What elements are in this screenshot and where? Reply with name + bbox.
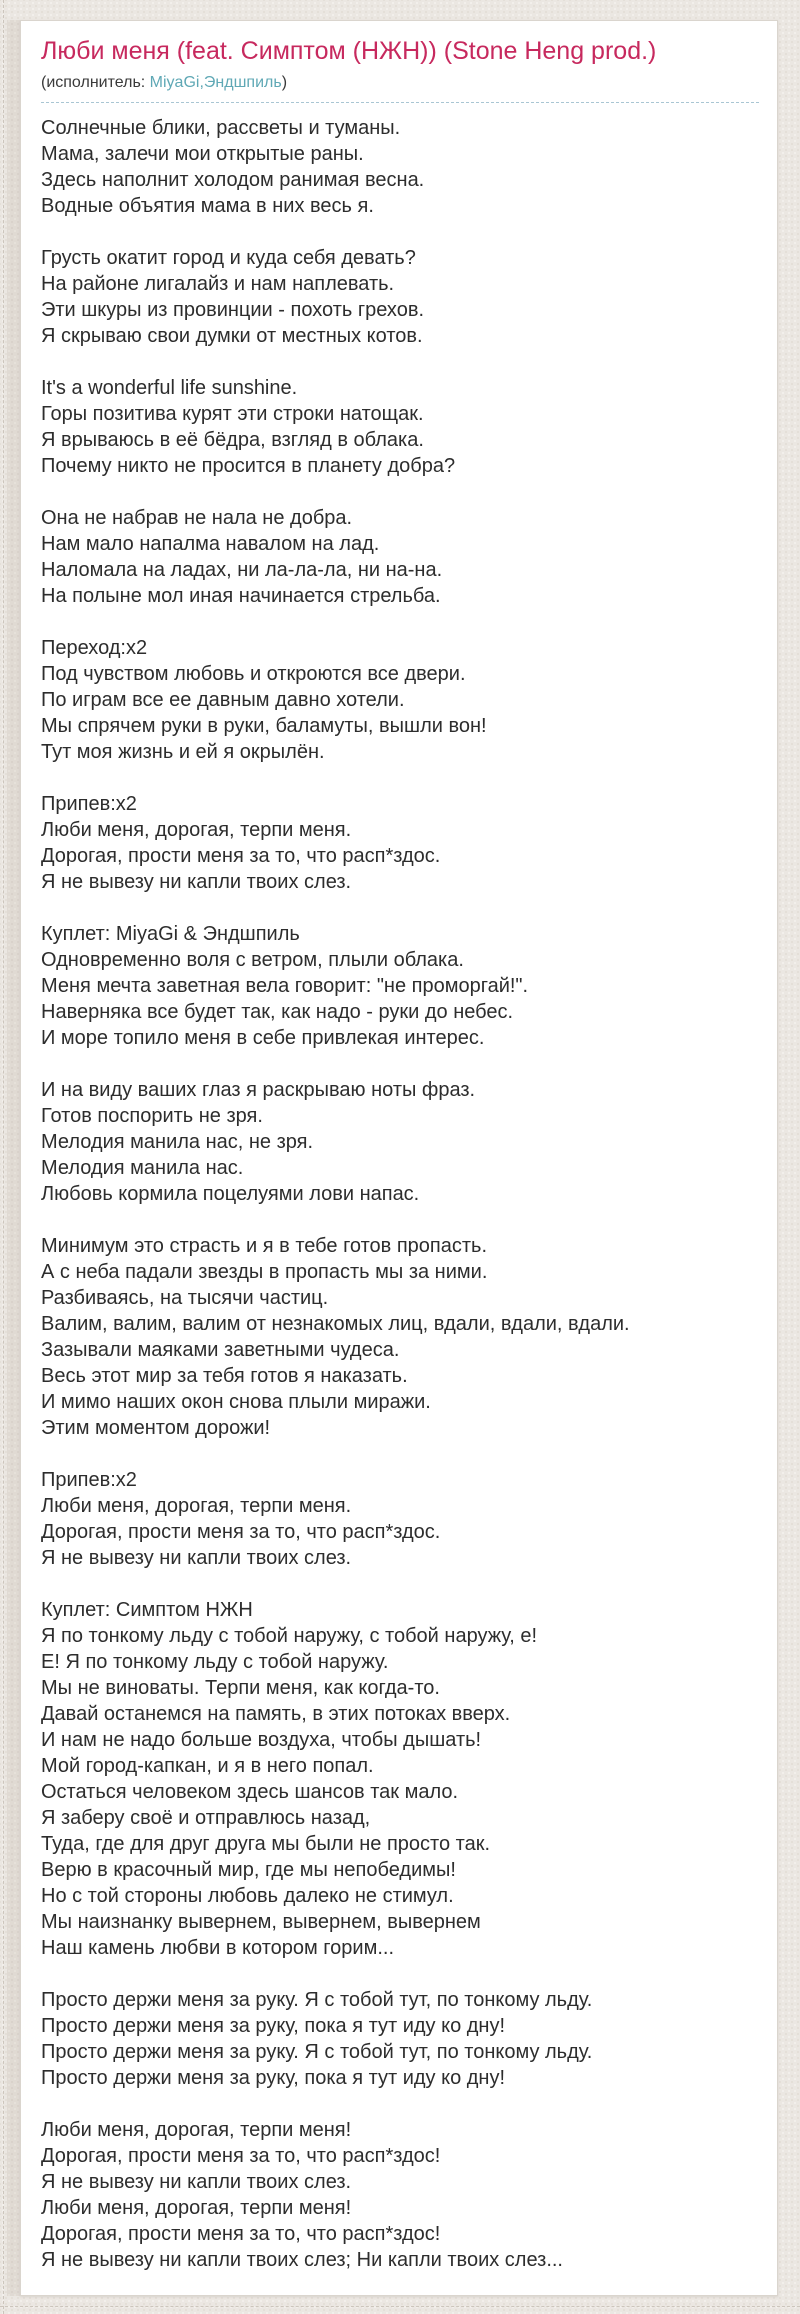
lyric-line: Люби меня, дорогая, терпи меня. (41, 819, 352, 841)
performer-close-paren: ) (281, 74, 288, 91)
lyric-line: Наверняка все будет так, как надо - руки до небес. (41, 1001, 514, 1023)
lyric-line: Я врываюсь в её бёдра, взгляд в облака. (41, 429, 424, 451)
song-title: Люби меня (feat. Симптом (НЖН)) (Stone Heng prod.) (41, 37, 657, 65)
lyric-line: Дорогая, прости меня за то, что расп*здос. (41, 1521, 441, 1543)
lyric-line: Я скрываю свои думки от местных котов. (41, 325, 423, 347)
lyric-line: Мелодия манила нас. (41, 1157, 244, 1179)
lyric-line: Просто держи меня за руку. Я с тобой тут, по тонкому льду. (41, 2041, 593, 2063)
lyric-line: Я не вывезу ни капли твоих слез. (41, 1547, 352, 1569)
lyric-line: Весь этот мир за тебя готов я наказать. (41, 1365, 408, 1387)
lyric-line: Мой город-капкан, и я в него попал. (41, 1755, 374, 1777)
stanza (41, 505, 759, 609)
lyric-line: It's a wonderful life sunshine. (41, 377, 298, 399)
lyric-line: Этим моментом дорожи! (41, 1417, 271, 1439)
stanza (41, 375, 759, 479)
lyrics-card (20, 20, 778, 2296)
lyric-line: По играм все ее давным давно хотели. (41, 689, 405, 711)
lyric-line: Я по тонкому льду с тобой наружу, с тобой наружу, е! (41, 1625, 538, 1647)
lyric-line: Просто держи меня за руку. Я с тобой тут, по тонкому льду. (41, 1989, 593, 2011)
lyric-line: Дорогая, прости меня за то, что расп*здос! (41, 2223, 441, 2245)
lyric-line: Люби меня, дорогая, терпи меня! (41, 2119, 352, 2141)
lyric-line: Куплет: MiyaGi & Эндшпиль (41, 923, 300, 945)
stanza (41, 635, 759, 765)
lyric-line: Мы спрячем руки в руки, баламуты, вышли вон! (41, 715, 487, 737)
lyric-line: Разбиваясь, на тысячи частиц. (41, 1287, 329, 1309)
stanza (41, 1233, 759, 1441)
lyric-line: Верю в красочный мир, где мы непобедимы! (41, 1859, 456, 1881)
lyric-line: Я не вывезу ни капли твоих слез. (41, 2171, 352, 2193)
performer-artists-link[interactable]: MiyaGi,Эндшпиль (149, 74, 282, 91)
lyric-line: И нам не надо больше воздуха, чтобы дышать! (41, 1729, 482, 1751)
lyric-line: На полыне мол иная начинается стрельба. (41, 585, 441, 607)
lyric-line: Грусть окатит город и куда себя девать? (41, 247, 416, 269)
lyric-line: Наш камень любви в котором горим... (41, 1937, 394, 1959)
lyric-line: Е! Я по тонкому льду с тобой наружу. (41, 1651, 389, 1673)
lyric-line: Одновременно воля с ветром, плыли облака. (41, 949, 464, 971)
lyric-line: Припев:x2 (41, 1469, 137, 1491)
lyric-line: Водные объятия мама в них весь я. (41, 195, 374, 217)
lyric-line: Тут моя жизнь и ей я окрылён. (41, 741, 325, 763)
stanza (41, 1987, 759, 2091)
lyric-line: Мама, залечи мои открытые раны. (41, 143, 364, 165)
lyric-line: Мы не виноваты. Терпи меня, как когда-то. (41, 1677, 440, 1699)
stanza (41, 115, 759, 219)
lyric-line: Валим, валим, валим от незнакомых лиц, вдали, вдали, вдали. (41, 1313, 630, 1335)
lyric-line: А с неба падали звезды в пропасть мы за ними. (41, 1261, 488, 1283)
stanza (41, 245, 759, 349)
lyric-line: Но с той стороны любовь далеко не стимул. (41, 1885, 454, 1907)
lyrics-text (41, 115, 759, 2273)
stanza (41, 1597, 759, 1961)
lyric-line: Я заберу своё и отправлюсь назад, (41, 1807, 371, 1829)
background-stitch-horizontal (0, 2306, 800, 2307)
lyric-line: Почему никто не просится в планету добра? (41, 455, 456, 477)
lyric-line: Солнечные блики, рассветы и туманы. (41, 117, 401, 139)
lyric-line: Куплет: Симптом НЖН (41, 1599, 253, 1621)
lyric-line: Любовь кормила поцелуями лови напас. (41, 1183, 420, 1205)
lyric-line: Она не набрав не нала не добра. (41, 507, 353, 529)
lyric-line: И на виду ваших глаз я раскрываю ноты фраз. (41, 1079, 476, 1101)
lyric-line: Люби меня, дорогая, терпи меня. (41, 1495, 352, 1517)
lyric-line: Просто держи меня за руку, пока я тут иду ко дну! (41, 2015, 506, 2037)
lyric-line: Давай останемся на память, в этих потоках вверх. (41, 1703, 511, 1725)
lyric-line: Зазывали маяками заветными чудеса. (41, 1339, 400, 1361)
lyric-line: Готов поспорить не зря. (41, 1105, 263, 1127)
stanza (41, 1467, 759, 1571)
lyric-line: Туда, где для друг друга мы были не просто так. (41, 1833, 491, 1855)
performer-line (41, 73, 759, 103)
lyric-line: Я не вывезу ни капли твоих слез. (41, 871, 352, 893)
lyric-line: Мелодия манила нас, не зря. (41, 1131, 314, 1153)
lyric-line: Эти шкуры из провинции - похоть грехов. (41, 299, 425, 321)
performer-label: (исполнитель: (41, 74, 150, 91)
stanza (41, 2117, 759, 2273)
lyric-line: И море топило меня в себе привлекая интерес. (41, 1027, 485, 1049)
lyric-line: Дорогая, прости меня за то, что расп*здос! (41, 2145, 441, 2167)
stanza (41, 1077, 759, 1207)
lyric-line: Горы позитива курят эти строки натощак. (41, 403, 424, 425)
lyric-line: Здесь наполнит холодом ранимая весна. (41, 169, 425, 191)
lyric-line: Наломала на ладах, ни ла-ла-ла, ни на-на. (41, 559, 443, 581)
stanza (41, 921, 759, 1051)
lyric-line: Люби меня, дорогая, терпи меня! (41, 2197, 352, 2219)
lyric-line: Мы наизнанку вывернем, вывернем, вывернем (41, 1911, 481, 1933)
stanza (41, 791, 759, 895)
lyric-line: Припев:x2 (41, 793, 137, 815)
lyric-line: Нам мало напалма навалом на лад. (41, 533, 380, 555)
lyric-line: Остаться человеком здесь шансов так мало. (41, 1781, 459, 1803)
lyric-line: Дорогая, прости меня за то, что расп*здос. (41, 845, 441, 867)
lyric-line: Минимум это страсть и я в тебе готов пропасть. (41, 1235, 488, 1257)
lyric-line: Я не вывезу ни капли твоих слез; Ни капли твоих слез... (41, 2249, 563, 2271)
lyric-line: И мимо наших окон снова плыли миражи. (41, 1391, 431, 1413)
background-stitch-vertical (3, 0, 4, 2314)
lyric-line: Под чувством любовь и откроются все двери. (41, 663, 466, 685)
lyric-line: Переход:x2 (41, 637, 148, 659)
lyric-line: На районе лигалайз и нам наплевать. (41, 273, 395, 295)
lyric-line: Просто держи меня за руку, пока я тут иду ко дну! (41, 2067, 506, 2089)
lyric-line: Меня мечта заветная вела говорит: "не проморгай!". (41, 975, 529, 997)
